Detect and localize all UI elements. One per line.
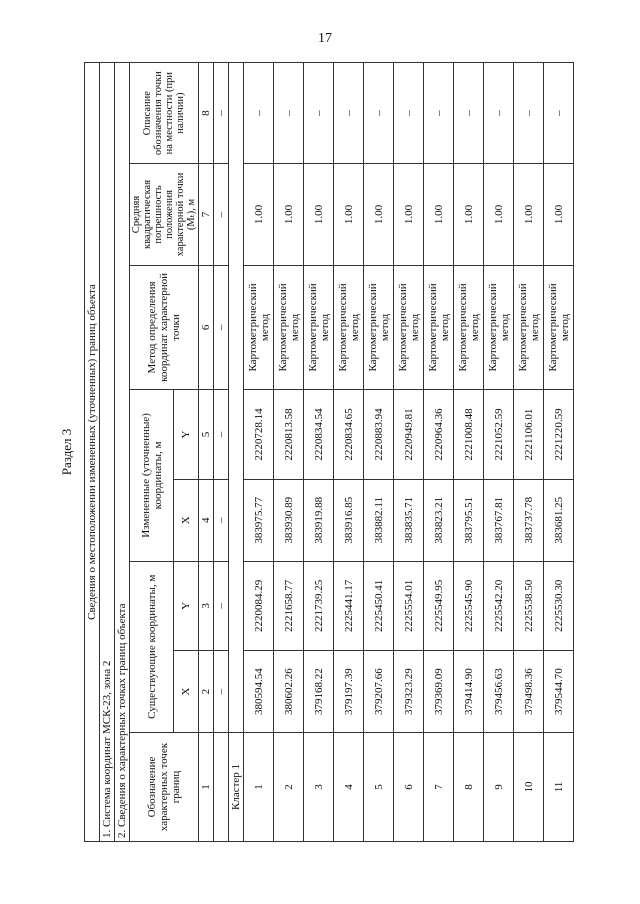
existing-y-cell: 2225530.30 bbox=[544, 561, 574, 651]
header-existing-x: X bbox=[174, 651, 199, 733]
table-row bbox=[514, 63, 544, 842]
changed-x-cell: 383835.71 bbox=[394, 479, 424, 561]
header-changed-x: X bbox=[174, 479, 199, 561]
changed-y-cell: 2221106.01 bbox=[514, 390, 544, 480]
changed-y-cell: 2220949.81 bbox=[394, 390, 424, 480]
changed-y-cell: 2220834.65 bbox=[334, 390, 364, 480]
accuracy-cell: 1.00 bbox=[244, 164, 274, 265]
method-cell: Картометрический метод bbox=[274, 265, 304, 390]
changed-x-cell: 383767.81 bbox=[484, 479, 514, 561]
existing-x-cell: 379197.39 bbox=[334, 651, 364, 733]
table-row bbox=[394, 63, 424, 842]
page-number: 17 bbox=[318, 31, 332, 46]
changed-x-cell: 383975.77 bbox=[244, 479, 274, 561]
accuracy-cell: 1.00 bbox=[364, 164, 394, 265]
boundary-points-table bbox=[84, 62, 574, 842]
header-changed-y: Y bbox=[174, 390, 199, 480]
dash-cell: – bbox=[214, 265, 229, 390]
existing-x-cell: 379414.90 bbox=[454, 651, 484, 733]
changed-y-cell: 2220813.58 bbox=[274, 390, 304, 480]
existing-y-cell: 2225542.20 bbox=[484, 561, 514, 651]
point-number-cell: 5 bbox=[364, 732, 394, 841]
points-info: 2. Сведения о характерных точках границ объекта bbox=[115, 63, 130, 842]
existing-x-cell: 379369.09 bbox=[424, 651, 454, 733]
point-number-cell: 7 bbox=[424, 732, 454, 841]
accuracy-cell: 1.00 bbox=[544, 164, 574, 265]
header-existing: Существующие координаты, м bbox=[130, 561, 174, 732]
col-number: 7 bbox=[199, 164, 214, 265]
section-title: Раздел 3 bbox=[59, 428, 74, 476]
header-method: Метод определения координат характерной точки bbox=[130, 265, 199, 390]
table-row bbox=[544, 63, 574, 842]
existing-x-cell: 379456.63 bbox=[484, 651, 514, 733]
col-number: 6 bbox=[199, 265, 214, 390]
changed-x-cell: 383823.21 bbox=[424, 479, 454, 561]
header-changed: Измененные (уточненные) координаты, м bbox=[130, 390, 174, 561]
header-accuracy: Средняя квадратическая погрешность положения характерной точки (Mₜ), м bbox=[130, 164, 199, 265]
col-number: 2 bbox=[199, 651, 214, 733]
dash-cell: – bbox=[214, 164, 229, 265]
point-number-cell: 2 bbox=[274, 732, 304, 841]
description-cell: – bbox=[424, 63, 454, 164]
changed-y-cell: 2220964.36 bbox=[424, 390, 454, 480]
changed-x-cell: 383930.89 bbox=[274, 479, 304, 561]
col-number: 3 bbox=[199, 561, 214, 651]
existing-y-cell: 2225441.17 bbox=[334, 561, 364, 651]
method-cell: Картометрический метод bbox=[304, 265, 334, 390]
accuracy-cell: 1.00 bbox=[424, 164, 454, 265]
changed-x-cell: 383916.85 bbox=[334, 479, 364, 561]
method-cell: Картометрический метод bbox=[514, 265, 544, 390]
changed-y-cell: 2221052.59 bbox=[484, 390, 514, 480]
existing-x-cell: 379207.66 bbox=[364, 651, 394, 733]
accuracy-cell: 1.00 bbox=[304, 164, 334, 265]
existing-y-cell: 2225538.50 bbox=[514, 561, 544, 651]
existing-x-cell: 379323.29 bbox=[394, 651, 424, 733]
existing-y-cell: 2225450.41 bbox=[364, 561, 394, 651]
accuracy-cell: 1.00 bbox=[394, 164, 424, 265]
point-number-cell: 10 bbox=[514, 732, 544, 841]
accuracy-cell: 1.00 bbox=[514, 164, 544, 265]
description-cell: – bbox=[454, 63, 484, 164]
col-number: 8 bbox=[199, 63, 214, 164]
changed-y-cell: 2220834.54 bbox=[304, 390, 334, 480]
changed-y-cell: 2220728.14 bbox=[244, 390, 274, 480]
method-cell: Картометрический метод bbox=[484, 265, 514, 390]
changed-y-cell: 2221220.59 bbox=[544, 390, 574, 480]
existing-y-cell: 2225549.95 bbox=[424, 561, 454, 651]
changed-x-cell: 383919.88 bbox=[304, 479, 334, 561]
coord-system: 1. Система координат МСК-23, зона 2 bbox=[100, 63, 115, 842]
changed-x-cell: 383737.78 bbox=[514, 479, 544, 561]
rotated-table-area bbox=[60, 62, 580, 842]
description-cell: – bbox=[394, 63, 424, 164]
point-number-cell: 1 bbox=[244, 732, 274, 841]
table-row bbox=[454, 63, 484, 842]
changed-x-cell: 383882.11 bbox=[364, 479, 394, 561]
col-number: 5 bbox=[199, 390, 214, 480]
existing-y-cell: 2225545.90 bbox=[454, 561, 484, 651]
point-number-cell: 6 bbox=[394, 732, 424, 841]
description-cell: – bbox=[304, 63, 334, 164]
description-cell: – bbox=[514, 63, 544, 164]
method-cell: Картометрический метод bbox=[454, 265, 484, 390]
col-number: 1 bbox=[199, 732, 214, 841]
description-cell: – bbox=[484, 63, 514, 164]
table-row bbox=[484, 63, 514, 842]
method-cell: Картометрический метод bbox=[364, 265, 394, 390]
table-row bbox=[304, 63, 334, 842]
changed-y-cell: 2221008.48 bbox=[454, 390, 484, 480]
accuracy-cell: 1.00 bbox=[484, 164, 514, 265]
table-row bbox=[424, 63, 454, 842]
header-existing-y: Y bbox=[174, 561, 199, 651]
description-cell: – bbox=[364, 63, 394, 164]
dash-cell: – bbox=[214, 390, 229, 480]
header-designation: Обозначение характерных точек границ bbox=[130, 732, 199, 841]
existing-x-cell: 380602.26 bbox=[274, 651, 304, 733]
accuracy-cell: 1.00 bbox=[454, 164, 484, 265]
table-row bbox=[334, 63, 364, 842]
accuracy-cell: 1.00 bbox=[334, 164, 364, 265]
existing-x-cell: 379168.22 bbox=[304, 651, 334, 733]
point-number-cell: 9 bbox=[484, 732, 514, 841]
existing-y-cell: 2221739.25 bbox=[304, 561, 334, 651]
existing-y-cell: 2221658.77 bbox=[274, 561, 304, 651]
description-cell: – bbox=[334, 63, 364, 164]
point-number-cell: 8 bbox=[454, 732, 484, 841]
method-cell: Картометрический метод bbox=[424, 265, 454, 390]
col-number: 4 bbox=[199, 479, 214, 561]
accuracy-cell: 1.00 bbox=[274, 164, 304, 265]
dash-cell: – bbox=[214, 479, 229, 561]
dash-cell: – bbox=[214, 651, 229, 733]
table-row bbox=[364, 63, 394, 842]
existing-y-cell: 2225554.01 bbox=[394, 561, 424, 651]
point-number-cell: 4 bbox=[334, 732, 364, 841]
cluster-label: Кластер 1 bbox=[229, 732, 244, 841]
dash-cell: – bbox=[214, 63, 229, 164]
table-title: Сведения о местоположении измененных (уточненных) границ объекта bbox=[85, 63, 100, 842]
method-cell: Картометрический метод bbox=[544, 265, 574, 390]
method-cell: Картометрический метод bbox=[394, 265, 424, 390]
point-number-cell: 3 bbox=[304, 732, 334, 841]
existing-x-cell: 380594.54 bbox=[244, 651, 274, 733]
cluster-spacer bbox=[229, 63, 244, 733]
changed-x-cell: 383681.25 bbox=[544, 479, 574, 561]
description-cell: – bbox=[274, 63, 304, 164]
changed-x-cell: 383795.51 bbox=[454, 479, 484, 561]
header-description: Описание обозначения точки на местности (при наличии) bbox=[130, 63, 199, 164]
description-cell: – bbox=[244, 63, 274, 164]
point-number-cell: 11 bbox=[544, 732, 574, 841]
existing-x-cell: 379544.70 bbox=[544, 651, 574, 733]
table-row bbox=[244, 63, 274, 842]
description-cell: – bbox=[544, 63, 574, 164]
dash-cell: – bbox=[214, 561, 229, 651]
existing-y-cell: 2220084.29 bbox=[244, 561, 274, 651]
table-row bbox=[274, 63, 304, 842]
dash-cell bbox=[214, 732, 229, 841]
existing-x-cell: 379498.36 bbox=[514, 651, 544, 733]
changed-y-cell: 2220883.94 bbox=[364, 390, 394, 480]
method-cell: Картометрический метод bbox=[244, 265, 274, 390]
method-cell: Картометрический метод bbox=[334, 265, 364, 390]
